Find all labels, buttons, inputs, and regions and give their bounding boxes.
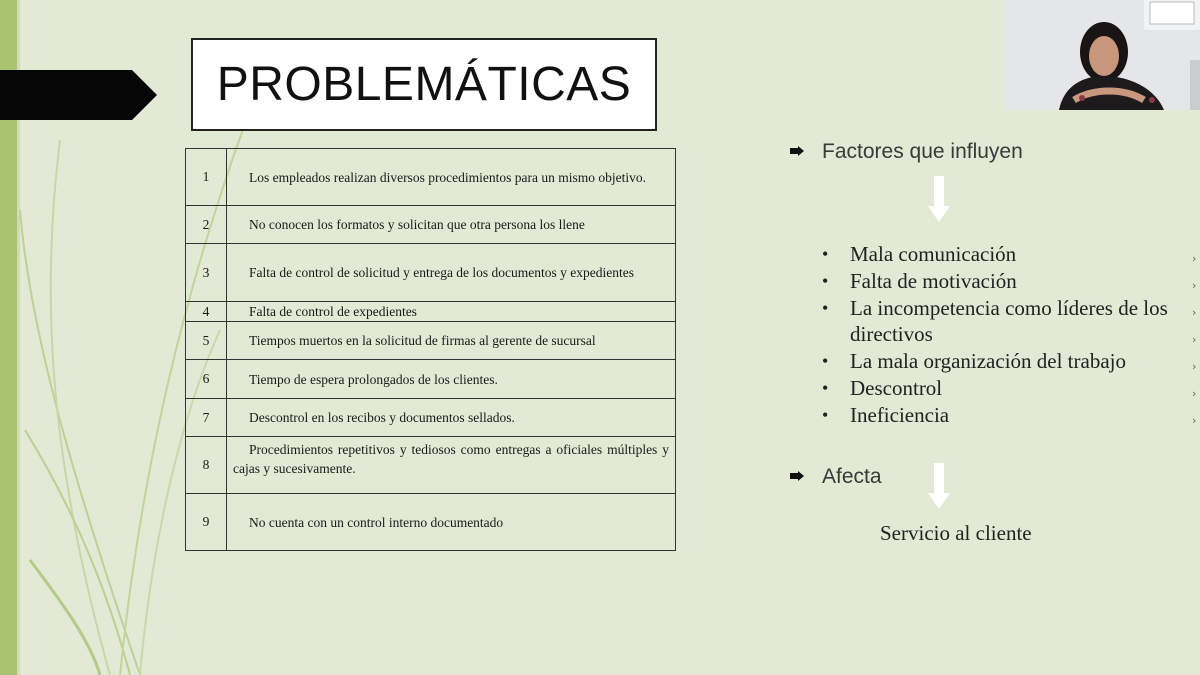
table-row <box>186 360 676 399</box>
chevron-banner-icon <box>0 70 157 120</box>
table-row <box>186 437 676 494</box>
table-row <box>186 399 676 437</box>
factors-heading-text: Factores que influyen <box>822 140 1023 163</box>
list-item: • Mala comunicación <box>822 241 1182 268</box>
row-text: Tiempo de espera prolongados de los clientes. <box>227 360 676 399</box>
factors-heading <box>790 140 1023 164</box>
list-item: • Falta de motivación <box>822 268 1182 295</box>
table-row <box>186 206 676 244</box>
presenter-video <box>1004 0 1200 110</box>
list-item: • La mala organización del trabajo <box>822 348 1182 375</box>
list-item: • Descontrol <box>822 375 1182 402</box>
list-item: • La incompetencia como líderes de los directivos <box>822 295 1182 349</box>
table-row <box>186 302 676 322</box>
row-number: 1 <box>186 149 227 206</box>
row-number: 6 <box>186 360 227 399</box>
affected-result: Servicio al cliente <box>880 521 1032 545</box>
row-text: No cuenta con un control interno documentado <box>227 494 676 551</box>
row-number: 8 <box>186 437 227 494</box>
row-number: 3 <box>186 244 227 302</box>
row-text: Descontrol en los recibos y documentos sellados. <box>227 399 676 437</box>
row-text: Falta de control de expedientes <box>227 302 676 322</box>
down-arrow-icon <box>928 463 950 509</box>
clipped-marks: › › › › › › › <box>1192 252 1197 427</box>
row-number: 4 <box>186 302 227 322</box>
factors-list <box>822 241 1182 429</box>
row-text: Procedimientos repetitivos y tediosos como entregas a oficiales múltiples y cajas y sucesivamente. <box>227 437 676 494</box>
affects-heading-text: Afecta <box>822 465 882 488</box>
row-number: 7 <box>186 399 227 437</box>
slide-title: PROBLEMÁTICAS <box>216 58 632 111</box>
webcam-overlay <box>1004 0 1200 110</box>
row-number: 2 <box>186 206 227 244</box>
list-item: • Ineficiencia <box>822 402 1182 429</box>
arrow-bullet-icon <box>790 146 804 156</box>
problems-table <box>185 148 676 551</box>
affects-heading <box>790 465 882 489</box>
arrow-bullet-icon <box>790 471 804 481</box>
row-number: 5 <box>186 322 227 360</box>
slide-title-box <box>191 38 657 131</box>
row-text: No conocen los formatos y solicitan que otra persona los llene <box>227 206 676 244</box>
table-row <box>186 322 676 360</box>
row-text: Tiempos muertos en la solicitud de firmas al gerente de sucursal <box>227 322 676 360</box>
row-text: Los empleados realizan diversos procedimientos para un mismo objetivo. <box>227 149 676 206</box>
table-row <box>186 494 676 551</box>
row-number: 9 <box>186 494 227 551</box>
table-row <box>186 149 676 206</box>
down-arrow-icon <box>928 176 950 222</box>
table-row <box>186 244 676 302</box>
row-text: Falta de control de solicitud y entrega de los documentos y expedientes <box>227 244 676 302</box>
